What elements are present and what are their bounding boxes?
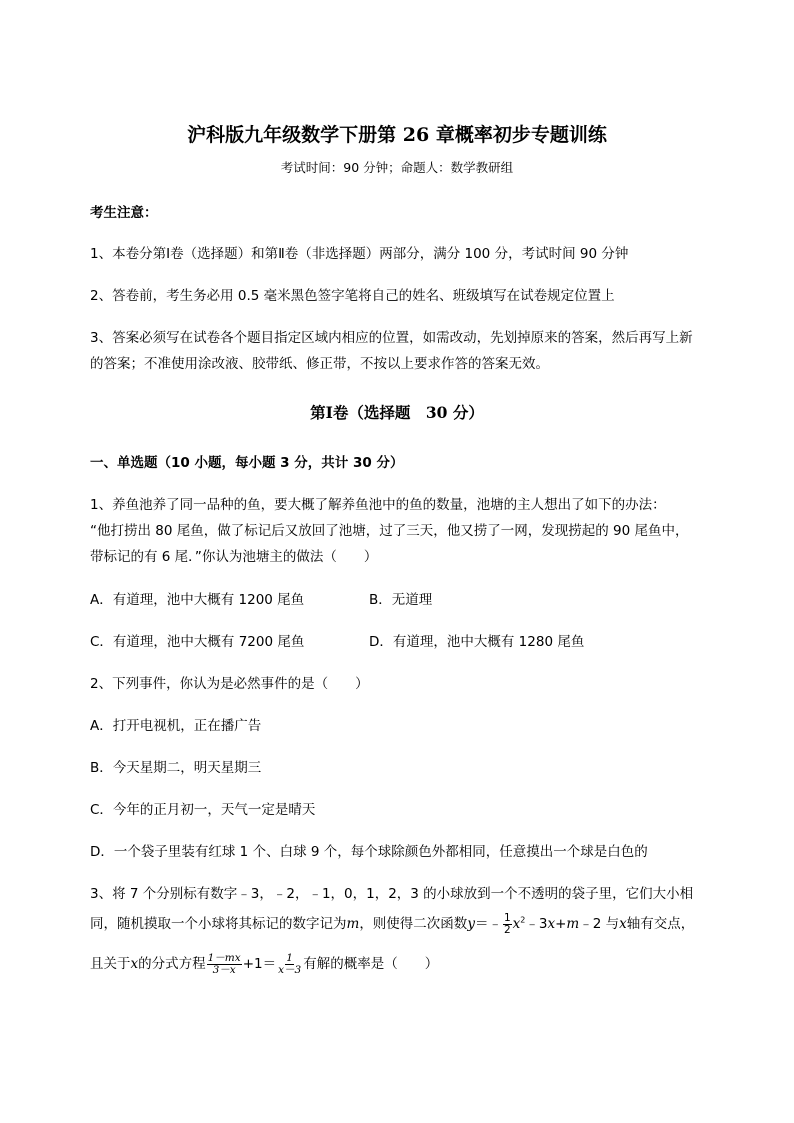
q3-line-3-start: 且关于 [90,956,131,972]
exam-title: 沪科版九年级数学下册第 26 章概率初步专题训练 [187,124,607,146]
fraction-2-numerator: 1 [286,951,293,964]
q3-line-3-end: 有解的概率是（ ） [303,956,439,972]
function-y: y [467,916,475,932]
fraction-2-denominator: x－3 [278,963,302,976]
q3-line-2-end: 轴有交点， [626,916,695,932]
equation-fraction-2 [277,953,302,976]
q2-option-a[interactable]: A．打开电视机，正在播广告 [90,718,262,734]
q3-line-1: 3、将 7 个分别标有数字﹣3，﹣2，﹣1，0，1，2，3 的小球放到一个不透明的袋子里，它们大小相 [90,886,694,902]
notice-heading: 考生注意： [90,205,158,221]
variable-m: m [346,916,360,932]
fraction-1-numerator: 1－mx [207,951,241,964]
q1-option-c[interactable]: C．有道理，池中大概有 7200 尾鱼 [90,634,305,650]
q2-option-c[interactable]: C．今年的正月初一，天气一定是晴天 [90,802,316,818]
half-fraction [503,913,512,936]
q1-option-d[interactable]: D．有道理，池中大概有 1280 尾鱼 [369,634,585,650]
q1-line-1: 1、养鱼池养了同一品种的鱼，要大概了解养鱼池中的鱼的数量，池塘的主人想出了如下的办法： [90,497,666,513]
half-denominator: 2 [503,923,511,936]
q1-option-b[interactable]: B．无道理 [369,592,433,608]
function-m: m [566,916,580,932]
equation-variable-x: x [130,956,139,972]
q3-line-2-mid: ，则使得二次函数 [359,916,468,932]
notice-item-3-cont: 的答案；不准使用涂改液、胶带纸、修正带，不按以上要求作答的答案无效。 [90,356,549,372]
q1-option-a[interactable]: A．有道理，池中大概有 1200 尾鱼 [90,592,305,608]
exponent-2: 2 [520,915,526,925]
notice-item-1: 1、本卷分第Ⅰ卷（选择题）和第Ⅱ卷（非选择题）两部分，满分 100 分，考试时间 90 分钟 [90,246,629,262]
notice-item-3: 3、答案必须写在试卷各个题目指定区域内相应的位置，如需改动，先划掉原来的答案，然后再写上新 [90,330,693,346]
q3-line-3-mid: 的分式方程 [138,956,206,972]
fraction-1-denominator: 3－x [212,963,236,976]
function-term-1: ﹣3 [525,916,548,932]
exam-subtitle: 考试时间：90 分钟；命题人：数学教研组 [280,160,514,175]
q2-option-d[interactable]: D．一个袋子里装有红球 1 个、白球 9 个，每个球除颜色外都相同，任意摸出一个球是白色的 [90,844,648,860]
q3-line-3 [90,952,438,976]
q1-line-2: “他打捞出 80 尾鱼，做了标记后又放回了池塘，过了三天，他又捞了一网，发现捞起的 90 尾鱼中， [90,523,689,539]
function-x-squared: x [512,916,521,932]
q3-line-2-text: 同，随机摸取一个小球将其标记的数字记为 [90,916,347,932]
q2-option-b[interactable]: B．今天星期二，明天星期三 [90,760,262,776]
half-numerator: 1 [503,911,511,924]
part-heading: 一、单选题（10 小题，每小题 3 分，共计 30 分） [90,455,404,471]
q3-line-2 [90,912,694,936]
equation-plus-one: +1＝ [242,956,277,972]
function-equals: ＝﹣ [474,916,502,932]
axis-x: x [619,916,627,932]
q2-stem: 2、下列事件，你认为是必然事件的是（ ） [90,676,369,692]
function-x: x [547,916,556,932]
notice-item-2: 2、答卷前，考生务必用 0.5 毫米黑色签字笔将自己的姓名、班级填写在试卷规定位置上 [90,288,615,304]
function-term-2: ﹣2 与 [579,916,620,932]
q1-line-3: 带标记的有 6 尾．”你认为池塘主的做法（ ） [90,549,378,565]
function-plus: + [555,916,567,932]
section-title: 第Ⅰ卷（选择题 30 分） [310,403,484,422]
equation-fraction-1 [207,953,242,976]
